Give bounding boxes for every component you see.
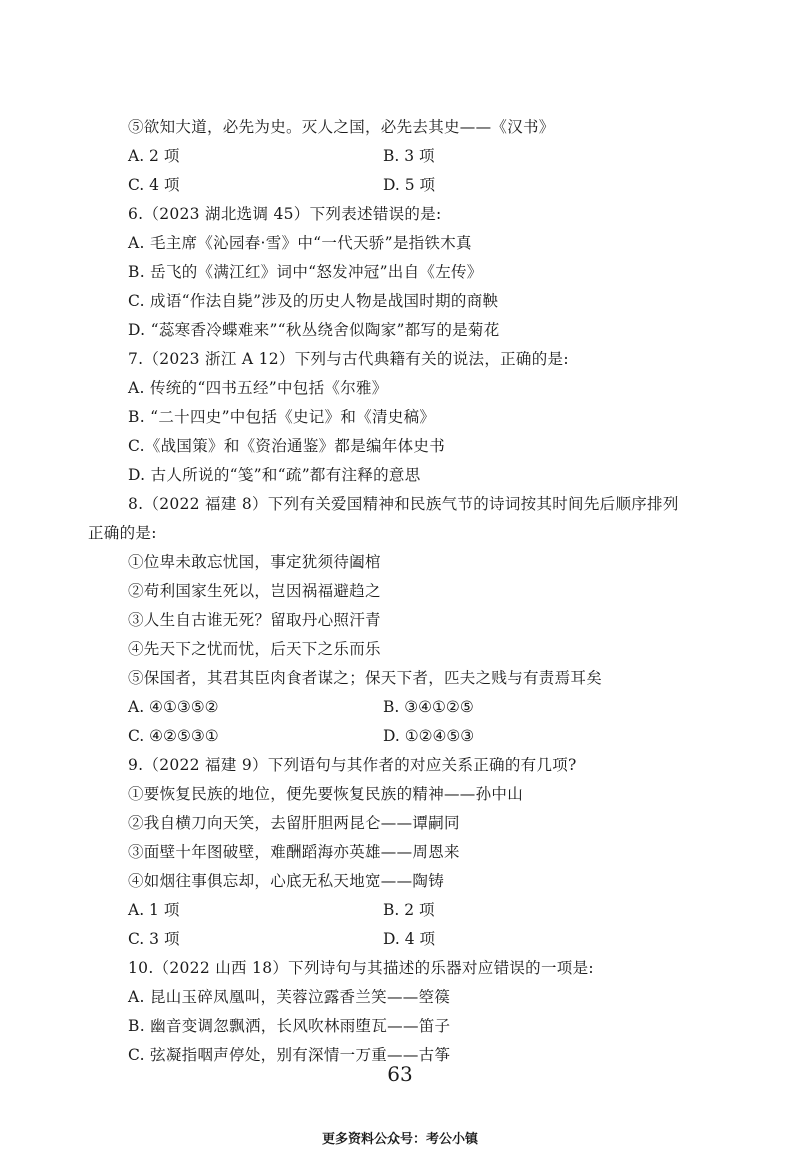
q6-option-b: B. 岳飞的《满江红》词中“怒发冲冠”出自《左传》 <box>128 263 483 281</box>
q9-stem: 9.（2022 福建 9）下列语句与其作者的对应关系正确的有几项? <box>128 756 577 774</box>
q9-option-d: D. 4 项 <box>383 930 436 948</box>
q8-option-b: B. ③④①②⑤ <box>383 698 474 716</box>
q5-option-c: C. 4 项 <box>128 176 180 194</box>
q9-option-a: A. 1 项 <box>128 901 180 919</box>
footer-note: 更多资料公众号：考公小镇 <box>321 1132 478 1147</box>
q9-item-1: ①要恢复民族的地位，便先要恢复民族的精神——孙中山 <box>128 785 524 803</box>
q10-option-c: C. 弦凝指咽声停处，别有深情一万重——古筝 <box>128 1046 451 1064</box>
q9-item-4: ④如烟往事俱忘却，心底无私天地宽——陶铸 <box>128 872 445 890</box>
q5-item-5: ⑤欲知大道，必先为史。灭人之国，必先去其史——《汉书》 <box>128 118 555 136</box>
q9-item-3: ③面壁十年图破壁，难酬蹈海亦英雄——周恩来 <box>128 843 460 861</box>
q6-option-c: C. 成语“作法自毙”涉及的历史人物是战国时期的商鞅 <box>128 292 499 310</box>
q5-option-d: D. 5 项 <box>383 176 436 194</box>
q8-item-3: ③人生自古谁无死？留取丹心照汗青 <box>128 611 381 629</box>
q8-stem: 8.（2022 福建 8）下列有关爱国精神和民族气节的诗词按其时间先后顺序排列 <box>128 495 679 513</box>
q8-option-d: D. ①②④⑤③ <box>383 727 475 745</box>
q8-item-1: ①位卑未敢忘忧国，事定犹须待阖棺 <box>128 553 381 571</box>
q9-option-b: B. 2 项 <box>383 901 435 919</box>
q7-option-a: A. 传统的“四书五经”中包括《尔雅》 <box>128 379 388 397</box>
q6-option-a: A. 毛主席《沁园春·雪》中“一代天骄”是指铁木真 <box>128 234 472 252</box>
q9-item-2: ②我自横刀向天笑，去留肝胆两昆仑——谭嗣同 <box>128 814 460 832</box>
q8-option-c: C. ④②⑤③① <box>128 727 219 745</box>
q7-stem: 7.（2023 浙江 A 12）下列与古代典籍有关的说法，正确的是: <box>128 350 569 368</box>
q10-option-b: B. 幽音变调忽飘洒，长风吹林雨堕瓦——笛子 <box>128 1017 451 1035</box>
q6-stem: 6.（2023 湖北选调 45）下列表述错误的是: <box>128 205 442 223</box>
q9-option-c: C. 3 项 <box>128 930 180 948</box>
q5-option-b: B. 3 项 <box>383 147 435 165</box>
q7-option-d: D. 古人所说的“笺”和“疏”都有注释的意思 <box>128 466 421 484</box>
q8-item-5: ⑤保国者，其君其臣肉食者谋之；保天下者，匹夫之贱与有责焉耳矣 <box>128 669 603 687</box>
q8-stem-cont: 正确的是: <box>88 524 157 542</box>
q8-item-4: ④先天下之忧而忧，后天下之乐而乐 <box>128 640 381 658</box>
page-number: 63 <box>387 1062 413 1086</box>
q5-option-a: A. 2 项 <box>128 147 180 165</box>
q10-option-a: A. 昆山玉碎凤凰叫，芙蓉泣露香兰笑——箜篌 <box>128 988 451 1006</box>
q10-stem: 10.（2022 山西 18）下列诗句与其描述的乐器对应错误的一项是: <box>128 959 594 977</box>
q6-option-d: D. “蕊寒香冷蝶难来”“秋丛绕舍似陶家”都写的是菊花 <box>128 321 500 339</box>
q8-option-a: A. ④①③⑤② <box>128 698 219 716</box>
q7-option-b: B. “二十四史”中包括《史记》和《清史稿》 <box>128 408 436 426</box>
q8-item-2: ②苟利国家生死以，岂因祸福避趋之 <box>128 582 381 600</box>
q7-option-c: C.《战国策》和《资治通鉴》都是编年体史书 <box>128 437 446 455</box>
